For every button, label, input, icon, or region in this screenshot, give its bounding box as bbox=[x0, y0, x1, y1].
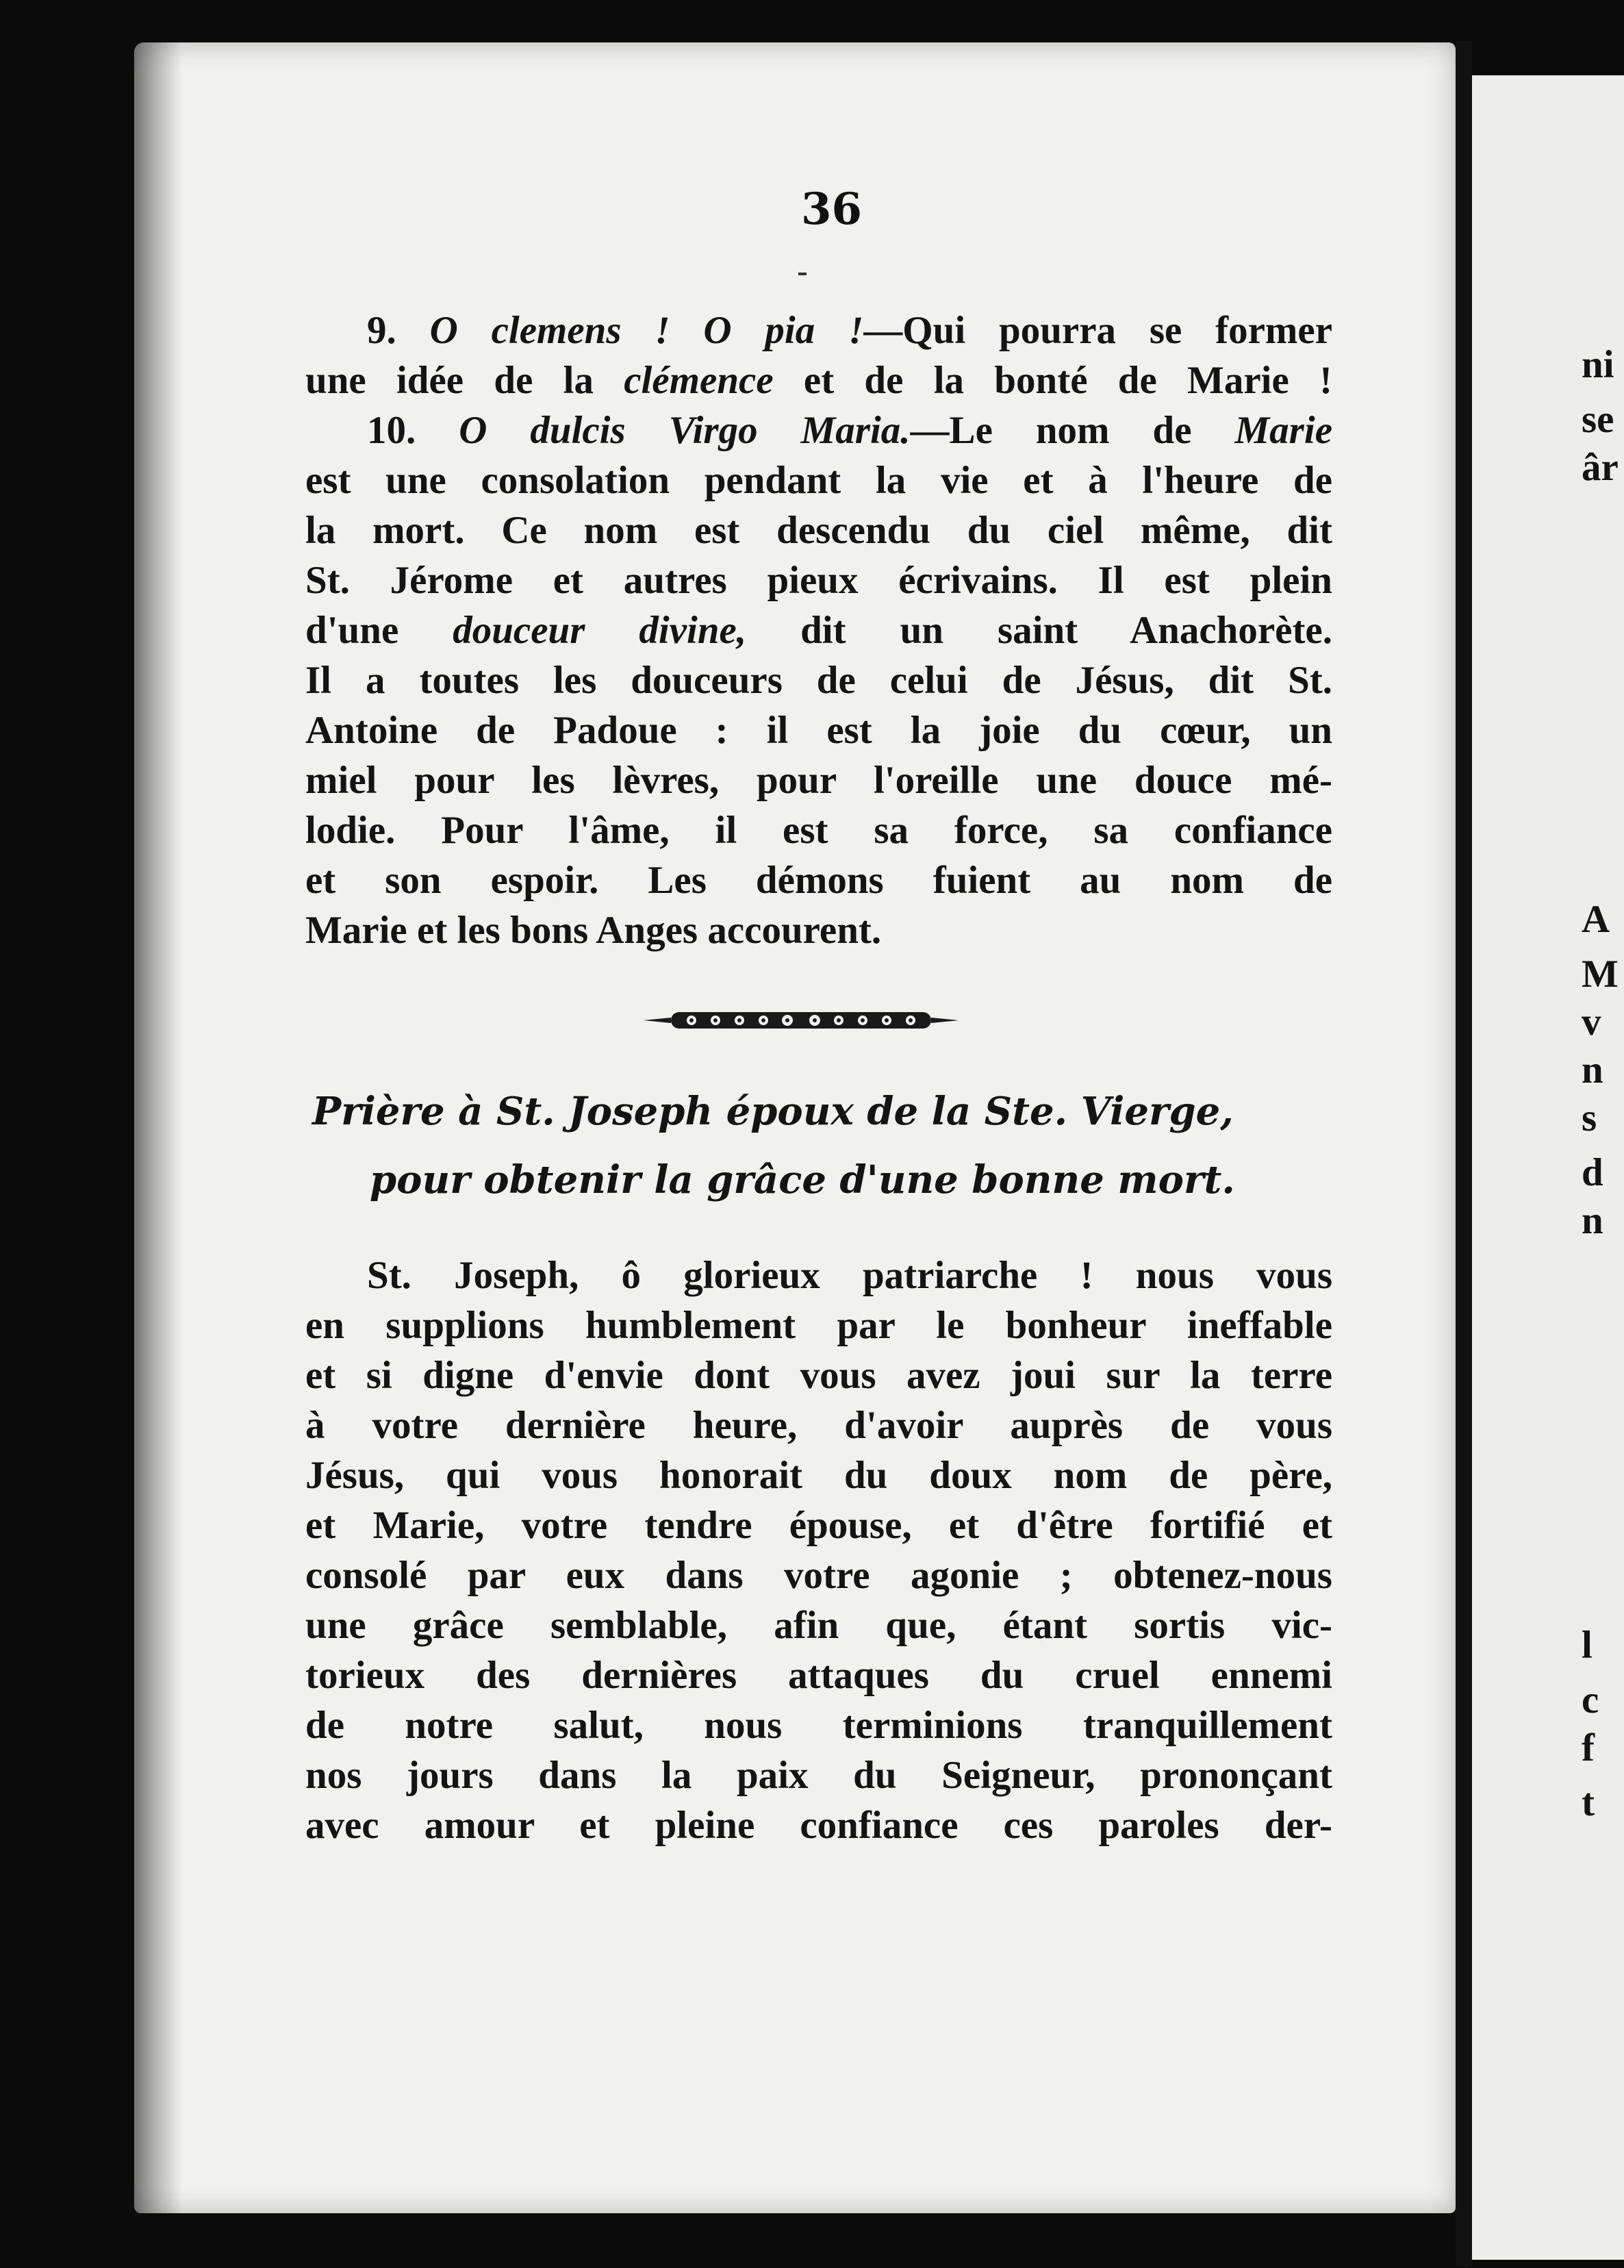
p9-line-2 bbox=[305, 355, 1332, 405]
p10-line-3: la mort. Ce nom est descendu du ciel même, dit bbox=[305, 509, 1332, 552]
prayer-line-5: Jésus, qui vous honorait du doux nom de père, bbox=[305, 1454, 1332, 1497]
page-number: 36 bbox=[801, 184, 863, 235]
prayer-line-10: de notre salut, nous terminions tranquillement bbox=[305, 1704, 1332, 1747]
facing-fragment: v bbox=[1582, 1000, 1601, 1044]
facing-fragment: M bbox=[1582, 953, 1619, 996]
book-gutter bbox=[1456, 41, 1472, 2267]
p9-text-b: et de la bonté de Marie ! bbox=[773, 359, 1332, 402]
facing-fragment: n bbox=[1582, 1199, 1603, 1242]
facing-fragment: ni bbox=[1582, 343, 1614, 386]
paragraph-10 bbox=[305, 405, 1332, 955]
prayer-line-1: St. Joseph, ô glorieux patriarche ! nous vous bbox=[367, 1254, 1332, 1297]
p9-latin: O clemens ! O pia ! bbox=[429, 309, 864, 352]
prayer-line-2: en supplions humblement par le bonheur ineffable bbox=[305, 1304, 1332, 1347]
page-edge-shadow bbox=[134, 42, 182, 2213]
prayer-line-6: et Marie, votre tendre épouse, et d'être fortifié et bbox=[305, 1504, 1332, 1547]
p9-number: 9. bbox=[367, 309, 430, 352]
p9-text: —Qui pourra se former bbox=[863, 309, 1333, 352]
facing-fragment: f bbox=[1582, 1726, 1595, 1769]
facing-fragment: c bbox=[1582, 1678, 1599, 1722]
prayer-line-8: une grâce semblable, afin que, étant sortis vic- bbox=[305, 1604, 1332, 1647]
p10-line-4: St. Jérome et autres pieux écrivains. Il est plein bbox=[305, 559, 1332, 602]
facing-fragment: s bbox=[1582, 1096, 1597, 1139]
facing-fragment: d bbox=[1582, 1151, 1603, 1194]
p10-douceur: douceur divine, bbox=[453, 609, 747, 652]
facing-fragment: n bbox=[1582, 1048, 1603, 1092]
p10-number: 10. bbox=[367, 409, 459, 452]
printer-mark bbox=[798, 273, 807, 275]
p9-text-a: une idée de la bbox=[305, 359, 624, 402]
facing-fragment: t bbox=[1582, 1781, 1595, 1824]
facing-fragment: l bbox=[1582, 1624, 1593, 1667]
p10-anachorete: dit un saint Anachorète. bbox=[746, 609, 1332, 652]
p10-marie: Marie bbox=[1234, 409, 1332, 452]
prayer-line-12: avec amour et pleine confiance ces paroles der- bbox=[305, 1804, 1332, 1847]
p10-line-2: est une consolation pendant la vie et à l'heure de bbox=[305, 459, 1332, 502]
p9-clemence: clémence bbox=[624, 359, 774, 402]
p10-text: —Le nom de bbox=[910, 409, 1235, 452]
prayer-line-4: à votre dernière heure, d'avoir auprès de vous bbox=[305, 1404, 1332, 1447]
prayer-paragraph bbox=[305, 1250, 1332, 1850]
p10-line-11: Marie et les bons Anges accourent. bbox=[305, 909, 882, 952]
p10-line-8: miel pour les lèvres, pour l'oreille une douce mé- bbox=[305, 759, 1332, 802]
p10-line-1 bbox=[305, 405, 1332, 455]
prayer-line-7: consolé par eux dans votre agonie ; obtenez-nous bbox=[305, 1554, 1332, 1597]
facing-fragment: âr bbox=[1582, 446, 1619, 489]
prayer-line-3: et si digne d'envie dont vous avez joui sur la terre bbox=[305, 1354, 1332, 1397]
p10-line-7: Antoine de Padoue : il est la joie du cœur, un bbox=[305, 709, 1332, 752]
p10-line-9: lodie. Pour l'âme, il est sa force, sa confiance bbox=[305, 809, 1332, 852]
p10-line-10: et son espoir. Les démons fuient au nom de bbox=[305, 859, 1332, 902]
p10-line-6: Il a toutes les douceurs de celui de Jésus, dit St. bbox=[305, 659, 1332, 702]
ornament-divider bbox=[644, 1000, 959, 1041]
prayer-line-9: torieux des dernières attaques du cruel ennemi bbox=[305, 1654, 1332, 1697]
facing-fragment: se bbox=[1582, 398, 1614, 441]
p10-line-5 bbox=[305, 605, 1332, 655]
p10-latin: O dulcis Virgo Maria. bbox=[459, 409, 911, 452]
p10-dune: d'une bbox=[305, 609, 453, 652]
p9-line-1 bbox=[305, 305, 1332, 355]
prayer-heading-line-2: pour obtenir la grâce d'une bonne mort. bbox=[370, 1157, 1235, 1202]
paragraph-9 bbox=[305, 305, 1332, 405]
facing-fragment: A bbox=[1582, 898, 1610, 941]
prayer-line-11: nos jours dans la paix du Seigneur, prononçant bbox=[305, 1754, 1332, 1797]
prayer-heading-line-1: Prière à St. Joseph époux de la Ste. Vierge, bbox=[312, 1089, 1234, 1134]
